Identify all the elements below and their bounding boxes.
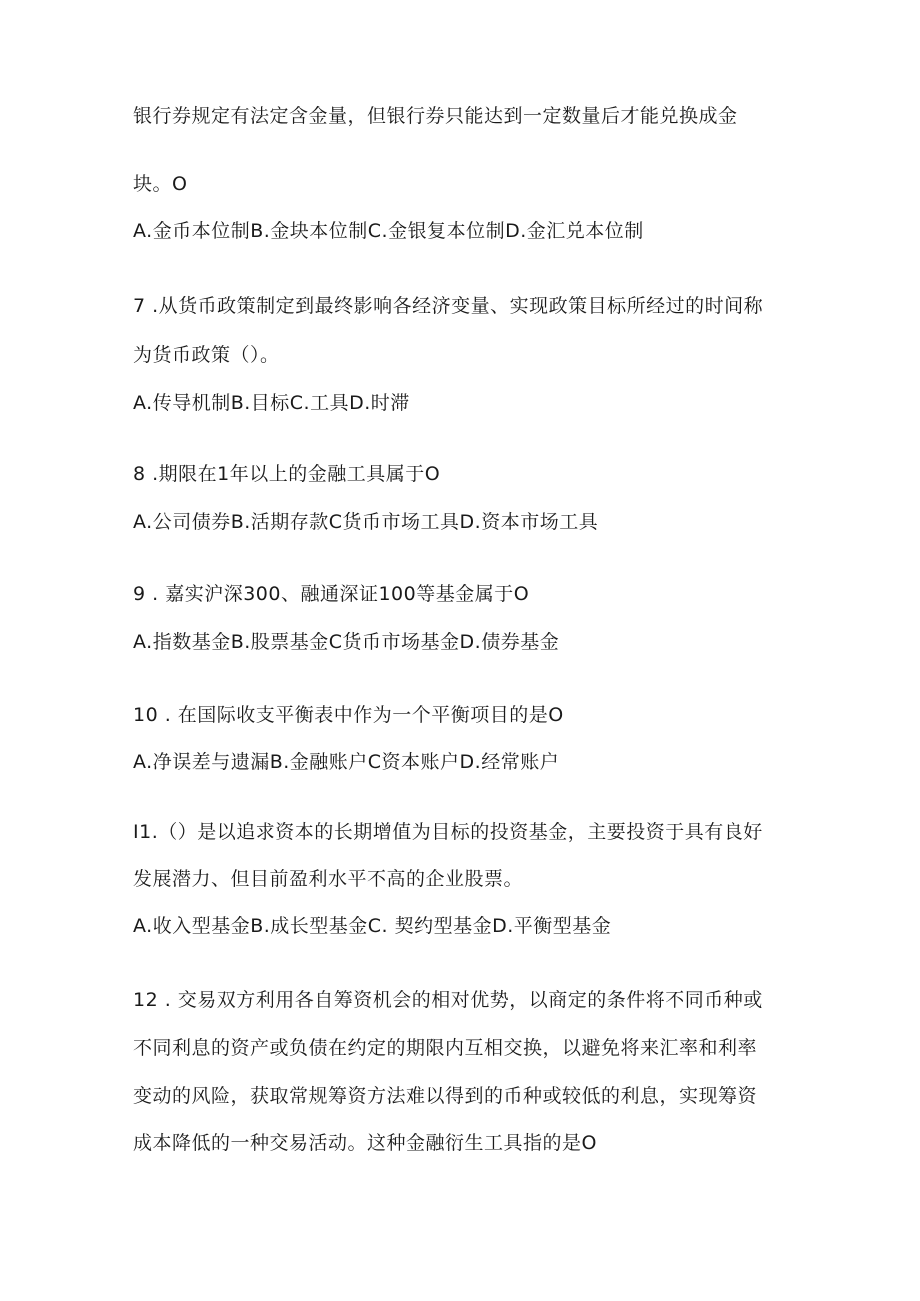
question-7: 7 .从货币政策制定到最终影响各经济变量、实现政策目标所经过的时间称 — [133, 295, 764, 317]
option-line: A.传导机制B.目标C.工具D.时滞 — [133, 392, 410, 414]
text-line: 不同利息的资产或负债在约定的期限内互相交换，以避免将来汇率和利率 — [133, 1037, 758, 1059]
option-line: A.净误差与遗漏B.金融账户C资本账户D.经常账户 — [133, 751, 560, 773]
question-11: I1.（）是以追求资本的长期增值为目标的投资基金，主要投资于具有良好 — [133, 821, 763, 843]
option-line: A.金币本位制B.金块本位制C.金银复本位制D.金汇兑本位制 — [133, 220, 644, 242]
question-10: 10 . 在国际收支平衡表中作为一个平衡项目的是O — [133, 704, 564, 726]
question-12: 12 . 交易双方利用各自筹资机会的相对优势，以商定的条件将不同币种或 — [133, 989, 763, 1011]
question-9: 9 . 嘉实沪深300、融通深证100等基金属于O — [133, 583, 530, 605]
text-line: 变动的风险，获取常规筹资方法难以得到的币种或较低的利息，实现筹资 — [133, 1085, 758, 1107]
text-line: 为货币政策（）。 — [133, 344, 280, 366]
option-line: A.收入型基金B.成长型基金C. 契约型基金D.平衡型基金 — [133, 915, 612, 937]
option-line: A.公司债券B.活期存款C货币市场工具D.资本市场工具 — [133, 511, 599, 533]
text-line: 银行券规定有法定含金量，但银行券只能达到一定数量后才能兑换成金 — [133, 105, 738, 127]
text-line: 块。O — [133, 173, 188, 195]
text-line: 成本降低的一种交易活动。这种金融衍生工具指的是O — [133, 1132, 597, 1154]
option-line: A.指数基金B.股票基金C货币市场基金D.债券基金 — [133, 631, 560, 653]
text-line: 发展潜力、但目前盈利水平不高的企业股票。 — [133, 868, 524, 890]
question-8: 8 .期限在1年以上的金融工具属于O — [133, 463, 441, 485]
